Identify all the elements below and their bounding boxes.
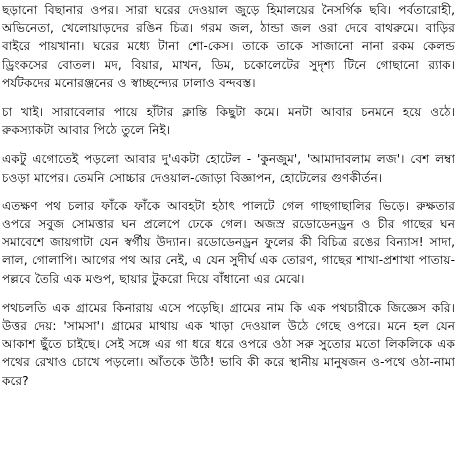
paragraph: একটু এগোতেই পড়লো আবার দু'একটা হোটেল - 'কুনজুম', 'আমাদাবলাম লজ'। বেশ লম্বা চওড়া মাপের। তেমনি সোচ্চার দেওয়াল-জোড়া বিজ্ঞাপন, হোটেলের গুণকীর্তন। xyxy=(2,152,455,185)
paragraph: এতক্ষণ পথ চলার ফাঁকে ফাঁকে আবহটা হঠাৎ পালটে গেল গাছগাছালির ভিড়ে। রুক্ষতার ওপরে সবুজ সোমত্তার ঘন প্রলেপে ঢেকে গেল। অজস্র রডোডেনড্রন ও চীর গাছের ঘন সমাবেশে জায়গাটা যেন স্বর্গীয় উদ্যান। রডোডেনড্রন ফুলের কী বিচিত্র রঙের বিন্যাস! সাদা, লাল, গোলাপি। আগের পথ আর নেই, এ যেন সুদীর্ঘ এক তোরণ, গাছের শাখা-প্রশাখা পাতায়-পল্লবে তৈরি এক মণ্ডপ, ছায়ার টুকরো দিয়ে বাঁধানো এর মেঝে। xyxy=(2,198,455,286)
paragraph: চা খাই। সারাবেলার পায়ে হাঁটার ক্লান্তি কিছুটা কমে। মনটা আবার চনমনে হয়ে ওঠে। রুকস্যাকটা আবার পিঠে তুলে নিই। xyxy=(2,105,455,138)
paragraph: পথচলতি এক গ্রামের কিনারায় এসে পড়েছি। গ্রামের নাম কি এক পথচারীকে জিজ্ঞেস করি। উত্তর দেয়: 'সামসা'। গ্রামের মাথায় এক খাড়া দেওয়াল উঠে গেছে ওপরে। মনে হল যেন আকাশ ছুঁতে চাইছে। সেই সঙ্গে এর গা ধরে ধরে ওপরে ওঠা সরু সুতোর মতো লিকলিকে এক পথের রেখাও চোখে পড়লো। আঁতকে উঠি! ভাবি কী করে স্থানীয় মানুষজন ও-পথে ওঠা-নামা করে? xyxy=(2,300,455,388)
paragraph: ছড়ানো বিছানার ওপর। সারা ঘরের দেওয়াল জুড়ে হিমালয়ের নৈসর্গিক ছবি। পর্বতারোহী, অভিনেতা, খেলোয়াড়দের রঙিন চিত্র। গরম জল, ঠান্ডা জল ওরা দেবে বাথরুমে। বাড়ির বাইরে পায়খানা। ঘরের মধ্যে টানা শো-কেস। তাকে তাকে সাজানো নানা রকম কেলন্ড ড্রিংকসের বোতল। মদ, বিয়ার, মাখন, ডিম, চকোলেটের সুদৃশ্য টিনে গোছানো র‍্যাক। পর্যটকদের মনোরঞ্জনের ও স্বাচ্ছন্দ্যের ঢালাও বন্দবস্ত। xyxy=(2,3,455,90)
document-page xyxy=(2,0,455,461)
